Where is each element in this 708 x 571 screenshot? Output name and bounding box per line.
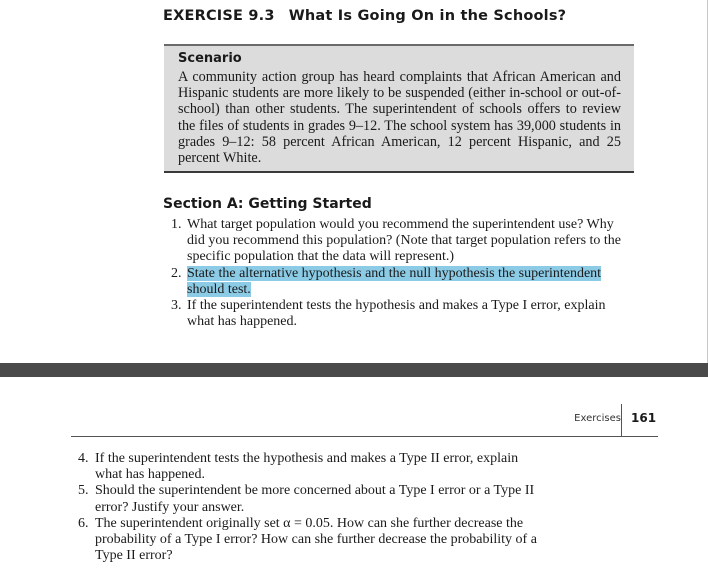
page-number: 161 bbox=[631, 411, 657, 425]
section-a-heading: Section A: Getting Started bbox=[163, 196, 372, 212]
footer-divider bbox=[621, 404, 622, 436]
continued-question-list bbox=[78, 451, 548, 564]
page-separator bbox=[0, 363, 708, 377]
question-number: 1. bbox=[171, 217, 182, 232]
question-text: What target population would you recommend the superintendent use? Why did you recommend this population? (Note that target population refers to the specific population that the data will represent.) bbox=[187, 217, 622, 265]
question-text: If the superintendent tests the hypothesis and makes a Type II error, explain what has happened. bbox=[95, 451, 519, 483]
question-item-highlighted[interactable] bbox=[171, 266, 631, 298]
question-number: 6. bbox=[78, 515, 89, 531]
question-item bbox=[171, 298, 631, 330]
question-item bbox=[78, 483, 548, 515]
scenario-text: A community action group has heard complaints that African American and Hispanic students are more likely to be suspended (either in-school or out-of-school) than other students. The superintendent of schools offers to review the files of students in grades 9–12. The school system has 39,000 students in grades 9–12: 58 percent African American, 12 percent Hispanic, and 25 percent White. bbox=[178, 69, 621, 167]
question-item bbox=[78, 451, 548, 483]
footer-rule bbox=[71, 436, 658, 437]
question-number: 4. bbox=[78, 451, 89, 466]
question-item bbox=[171, 217, 631, 266]
exercise-title-text: What Is Going On in the Schools? bbox=[288, 8, 567, 24]
question-text: Should the superintendent be more concerned about a Type I error or a Type II error? Justify your answer. bbox=[95, 483, 535, 515]
question-text: The superintendent originally set α = 0.05. How can she further decrease the probability of a Type I error? How can she further decrease the probability of a Type II error? bbox=[95, 515, 537, 564]
question-item bbox=[78, 516, 548, 565]
question-number: 2. bbox=[171, 265, 182, 281]
exercise-title bbox=[163, 8, 566, 24]
section-a-question-list bbox=[171, 217, 631, 330]
running-footer-label: Exercises bbox=[574, 413, 621, 424]
scenario-heading: Scenario bbox=[178, 51, 242, 66]
question-number: 3. bbox=[171, 298, 182, 314]
question-text: If the superintendent tests the hypothesis and makes a Type I error, explain what has happened. bbox=[187, 298, 606, 330]
exercise-number: EXERCISE 9.3 bbox=[163, 8, 275, 24]
scenario-box bbox=[164, 44, 634, 173]
highlighted-question-text[interactable]: State the alternative hypothesis and the null hypothesis the superintendent should test. bbox=[187, 265, 602, 297]
question-number: 5. bbox=[78, 483, 89, 499]
